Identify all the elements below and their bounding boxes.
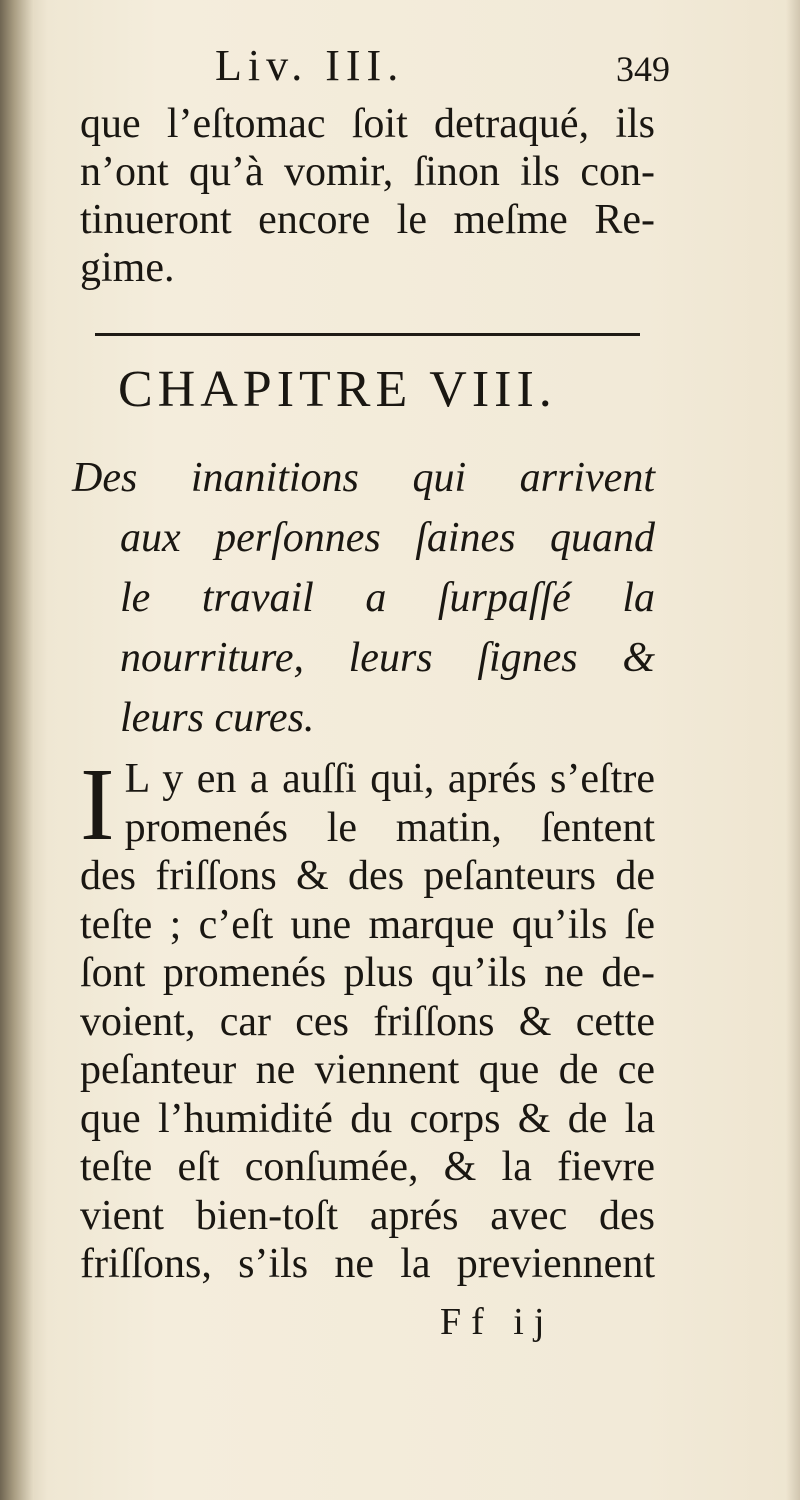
top-paragraph <box>80 100 655 292</box>
chapter-subtitle <box>72 448 655 748</box>
text-line: vient bien-toſt aprés avec des <box>80 1192 655 1239</box>
subtitle-line: Des inanitions qui arrivent <box>72 455 655 501</box>
text-line: teſte ; c’eſt une marque qu’ils ſe <box>80 901 655 948</box>
text-line: que l’eſtomac ſoit detraqué, ils <box>80 101 655 147</box>
text-line: peſanteur ne viennent que de ce <box>80 1047 655 1093</box>
running-title: Liv. III. <box>215 41 405 90</box>
subtitle-line: aux perſonnes ſaines quand <box>120 515 655 561</box>
text-line: que l’humidité du corps & de la <box>80 1095 655 1142</box>
text-line: ſont promenés plus qu’ils ne de- <box>80 950 655 996</box>
page-number: 349 <box>616 49 670 89</box>
subtitle-line: le travail a ſurpaſſé la <box>120 575 655 621</box>
text-line: gime. <box>80 245 175 291</box>
page-gutter <box>0 0 34 1500</box>
text-line: des friſſons & des peſanteurs de <box>80 853 655 899</box>
text-line: teſte eſt conſumée, & la fievre <box>80 1144 655 1190</box>
text-line: voient, car ces friſſons & cette <box>80 998 655 1045</box>
text-line: tinueront encore le meſme Re- <box>80 197 655 243</box>
text-line: friſſons, s’ils ne la previennent <box>80 1241 655 1287</box>
signature-mark: Ff ij <box>440 1301 555 1343</box>
running-head <box>80 40 670 96</box>
subtitle-line: leurs cures. <box>120 695 315 741</box>
horizontal-rule <box>95 333 640 336</box>
text-line: promenés le matin, ſentent <box>124 804 655 851</box>
chapter-title: CHAPITRE VIII. <box>118 361 557 418</box>
text-line: n’ont qu’à vomir, ſinon ils con- <box>80 149 655 195</box>
subtitle-line: nourriture, leurs ſignes & <box>120 635 655 681</box>
body-paragraph <box>80 747 655 1289</box>
text-line: L y en a auſſi qui, aprés s’eſtre <box>124 756 655 802</box>
page-edge-shadow <box>786 0 800 1500</box>
drop-cap: I <box>80 747 115 862</box>
